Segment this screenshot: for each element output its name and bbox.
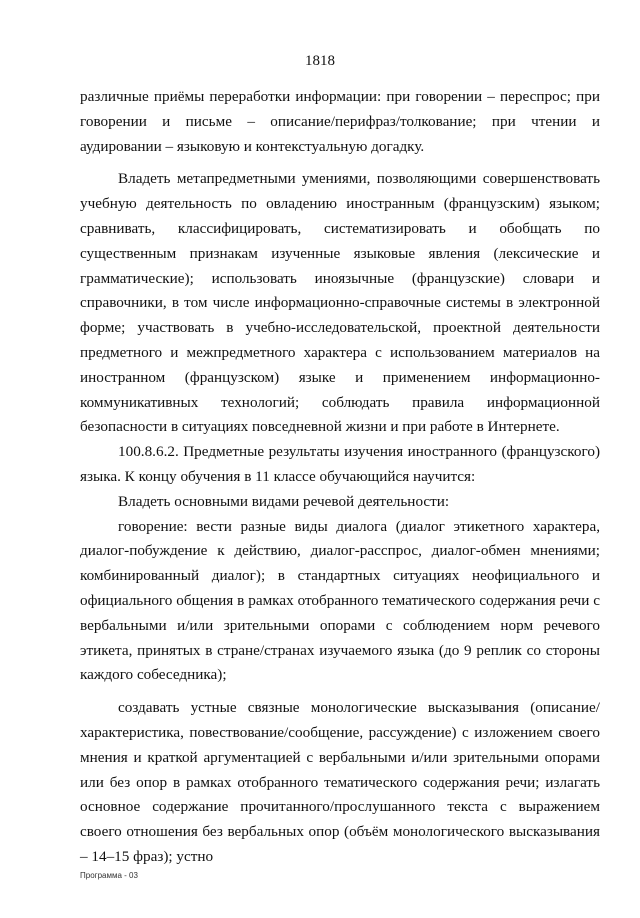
page-body: [80, 85, 600, 870]
paragraph-section-heading: 100.8.6.2. Предметные результаты изучения иностранного (французского) языка. К концу обучения в 11 классе обучающийся научится:: [80, 443, 600, 485]
paragraph-monologue: создавать устные связные монологические высказывания (описание/характеристика, повествование/сообщение, рассуждение) с изложением своего мнения и краткой аргументацией с вербальными и/или зрительными опорами или без опор в рамках отобранного тематического содержания речи; излагать основное содержание прочитанного/прослушанного текста с выражением своего отношения без вербальных опор (объём монологического высказывания – 14–15 фраз); устно: [80, 699, 600, 865]
paragraph-speaking-dialogue: говорение: вести разные виды диалога (диалог этикетного характера, диалог-побуждение к действию, диалог-расспрос, диалог-обмен мнениями; комбинированный диалог); в стандартных ситуациях неофициального и официального общения в рамках отобранного тематического содержания речи с вербальными и/или зрительными опорами с соблюдением норм речевого этикета, принятых в стране/странах изучаемого языка (до 9 реплик со стороны каждого собеседника);: [80, 517, 600, 684]
paragraph-metasubject-skills: Владеть метапредметными умениями, позволяющими совершенствовать учебную деятельность по овладению иностранным (французским) языком; сравнивать, классифицировать, систематизировать и обобщать по существенным признакам изученные языковые явления (лексические и грамматические); использовать иноязычные (французские) словари и справочники, в том числе информационно-справочные системы в электронной форме; участвовать в учебно-исследовательской, проектной деятельности предметного и межпредметного характера с использованием материалов на иностранном (французском) языке и применением информационно-коммуникативных технологий; соблюдать правила информационной безопасности в ситуациях повседневной жизни и при работе в Интернете.: [80, 170, 600, 436]
paragraph-continuation: различные приёмы переработки информации: при говорении – переспрос; при говорении и письме – описание/перифраз/толкование; при чтении и аудировании – языковую и контекстуальную догадку.: [80, 88, 600, 155]
paragraph-speech-activity: Владеть основными видами речевой деятельности:: [118, 492, 450, 510]
page-number: 1818: [305, 53, 335, 69]
page-footer: Программа - 03: [80, 871, 138, 880]
